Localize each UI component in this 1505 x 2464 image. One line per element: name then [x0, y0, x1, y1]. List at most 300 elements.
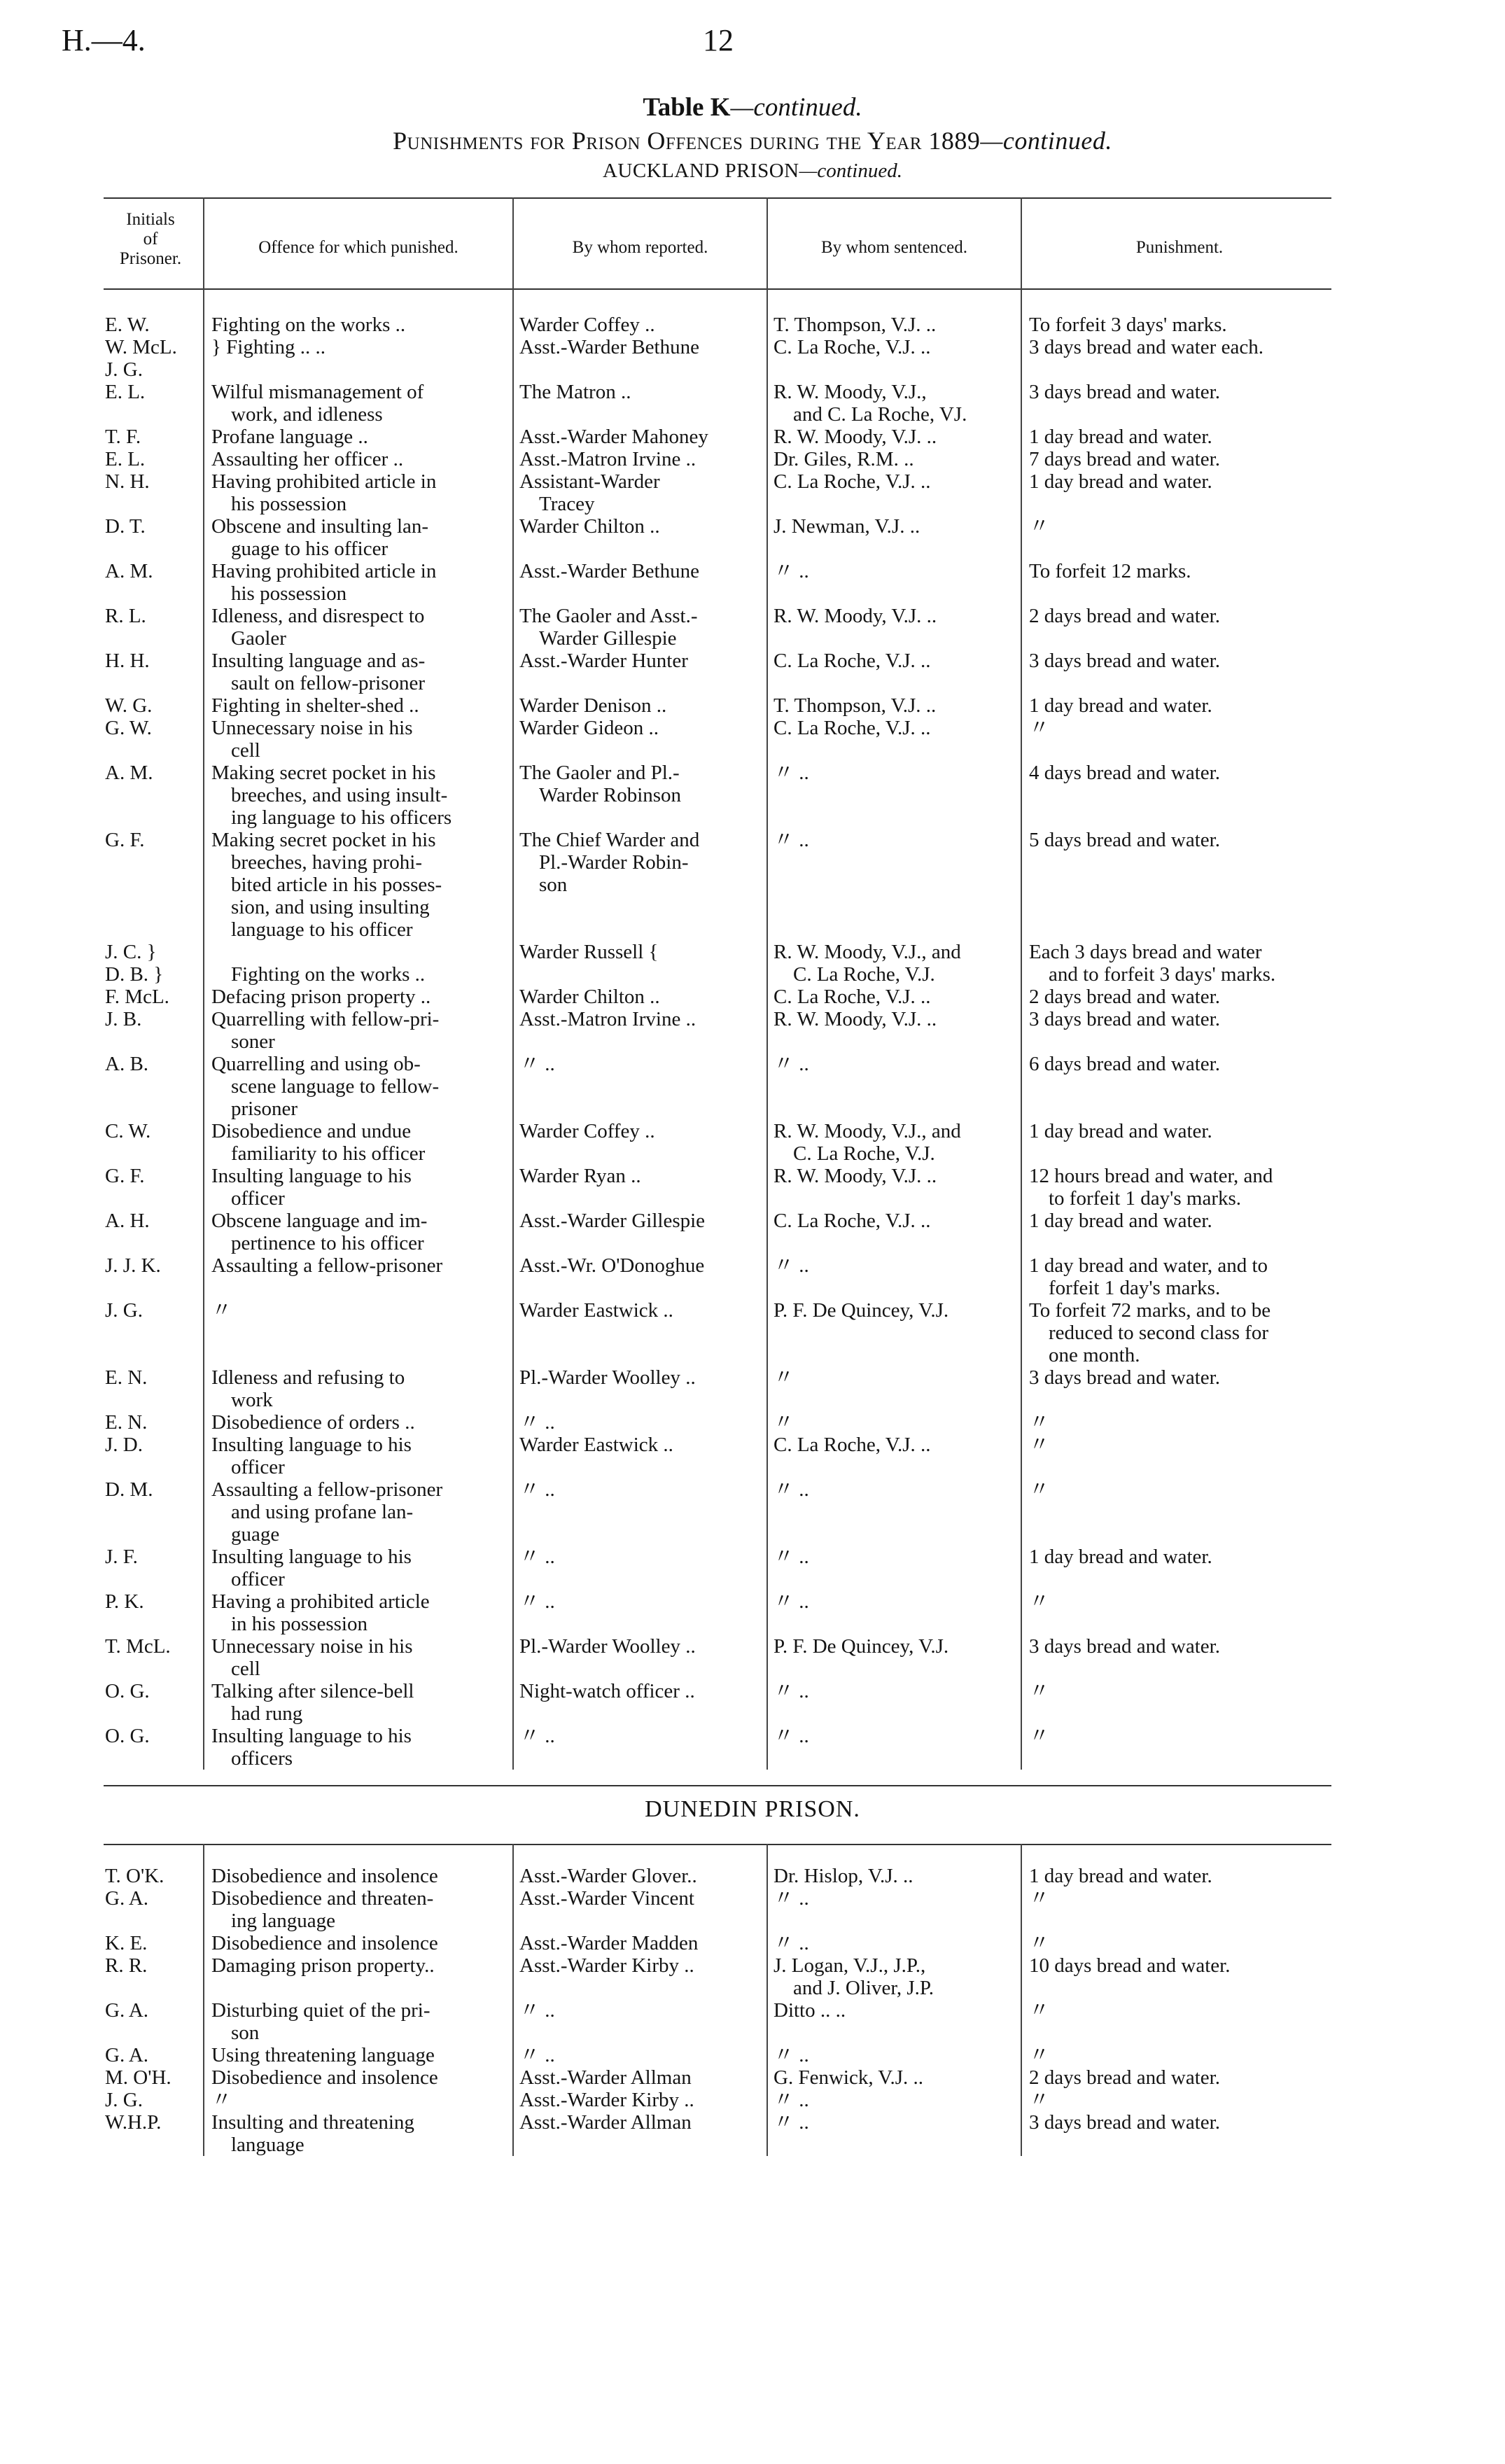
- sentenced-line: 〃 ..: [774, 1546, 809, 1568]
- cell-offence: [211, 1954, 505, 1977]
- column-header-initials: [105, 210, 196, 269]
- cell-reported: [519, 1411, 761, 1434]
- reported-line: Asst.-Warder Gillespie: [519, 1210, 706, 1232]
- punishment-line: 3 days bread and water.: [1029, 1635, 1220, 1658]
- cell-offence: [211, 1366, 505, 1411]
- sentenced-line: 〃 ..: [774, 2089, 809, 2111]
- sentenced-line: R. W. Moody, V.J. ..: [774, 1165, 937, 1187]
- sentenced-line: C. La Roche, V.J. ..: [774, 1210, 931, 1232]
- cell-punishment: [1029, 829, 1330, 851]
- sentenced-line: C. La Roche, V.J. ..: [774, 470, 931, 493]
- initials-line: G. W.: [105, 717, 152, 739]
- sentenced-line: C. La Roche, V.J. ..: [774, 717, 931, 739]
- cell-punishment: [1029, 1434, 1330, 1456]
- table-title-main: Table K: [643, 93, 731, 122]
- punishment-line: 1 day bread and water.: [1029, 1210, 1212, 1232]
- cell-sentenced: [774, 2044, 1015, 2066]
- offence-line: breeches, having prohi-: [231, 851, 422, 874]
- offence-line: Assaulting a fellow-prisoner: [211, 1478, 443, 1501]
- cell-initials: [105, 1680, 196, 1702]
- cell-punishment: [1029, 762, 1330, 784]
- section-suffix: —continued.: [799, 160, 902, 182]
- cell-punishment: [1029, 1590, 1330, 1613]
- reported-line: The Gaoler and Asst.-: [519, 605, 698, 627]
- cell-reported: [519, 650, 761, 672]
- initials-line: M. O'H.: [105, 2066, 172, 2089]
- initials-line: A. M.: [105, 762, 153, 784]
- cell-sentenced: [774, 694, 1015, 717]
- initials-line: J. J. K.: [105, 1254, 161, 1277]
- sentenced-line: J. Logan, V.J., J.P.,: [774, 1954, 926, 1977]
- cell-reported: [519, 941, 761, 963]
- punishment-line: 〃: [1029, 1411, 1050, 1434]
- cell-offence: [211, 381, 505, 426]
- offence-line: Fighting in shelter-shed ..: [211, 694, 419, 717]
- cell-punishment: [1029, 2089, 1330, 2111]
- cell-sentenced: [774, 2089, 1015, 2111]
- auckland-divider-3: [1021, 197, 1022, 1770]
- reported-line: Asst.-Warder Vincent: [519, 1887, 694, 1910]
- initials-line: H. H.: [105, 650, 150, 672]
- initials-line: J. D.: [105, 1434, 143, 1456]
- cell-punishment: [1029, 426, 1330, 448]
- offence-line: cell: [231, 1658, 260, 1680]
- offence-line: officer: [231, 1187, 285, 1210]
- punishment-line: 〃: [1029, 2044, 1050, 2066]
- punishment-line: 〃: [1029, 1887, 1050, 1910]
- initials-line: W. McL.: [105, 336, 177, 358]
- cell-punishment: [1029, 448, 1330, 470]
- cell-reported: [519, 1932, 761, 1954]
- cell-initials: [105, 1725, 196, 1747]
- cell-offence: [211, 650, 505, 694]
- cell-offence: [211, 986, 505, 1008]
- offence-line: Wilful mismanagement of: [211, 381, 424, 403]
- cell-reported: [519, 1590, 761, 1613]
- initials-line: T. McL.: [105, 1635, 171, 1658]
- cell-punishment: [1029, 717, 1330, 739]
- cell-reported: [519, 515, 761, 538]
- column-header-line: Prisoner.: [119, 249, 182, 268]
- cell-sentenced: [774, 1546, 1015, 1568]
- reported-line: Asst.-Matron Irvine ..: [519, 1008, 696, 1030]
- cell-punishment: [1029, 2044, 1330, 2066]
- cell-offence: [211, 1478, 505, 1546]
- initials-line: E. L.: [105, 381, 146, 403]
- cell-sentenced: [774, 470, 1015, 493]
- reported-line: Asst.-Matron Irvine ..: [519, 448, 696, 470]
- offence-line: Fighting on the works ..: [231, 963, 426, 986]
- initials-line: O. G.: [105, 1680, 150, 1702]
- reported-line: Asst.-Warder Madden: [519, 1932, 699, 1954]
- cell-initials: [105, 986, 196, 1008]
- reported-line: Warder Coffey ..: [519, 1120, 655, 1142]
- cell-sentenced: [774, 1680, 1015, 1702]
- sentenced-line: and C. La Roche, VJ.: [793, 403, 967, 426]
- sentenced-line: C. La Roche, V.J.: [793, 1142, 935, 1165]
- cell-offence: [211, 1120, 505, 1165]
- sentenced-line: J. Newman, V.J. ..: [774, 515, 920, 538]
- reported-line: Warder Chilton ..: [519, 515, 660, 538]
- initials-line: J. G.: [105, 1299, 143, 1322]
- offence-line: his possession: [231, 582, 347, 605]
- cell-punishment: [1029, 1635, 1330, 1658]
- offence-line: Obscene language and im-: [211, 1210, 428, 1232]
- cell-initials: [105, 650, 196, 672]
- initials-line: G. A.: [105, 1887, 149, 1910]
- cell-punishment: [1029, 1366, 1330, 1389]
- punishment-line: 1 day bread and water.: [1029, 694, 1212, 717]
- cell-punishment: [1029, 1299, 1330, 1366]
- punishment-line: 1 day bread and water, and to: [1029, 1254, 1268, 1277]
- initials-line: E. N.: [105, 1366, 148, 1389]
- cell-initials: [105, 2111, 196, 2134]
- initials-line: J. B.: [105, 1008, 142, 1030]
- cell-punishment: [1029, 1210, 1330, 1232]
- cell-initials: [105, 1254, 196, 1277]
- reported-line: Tracey: [539, 493, 595, 515]
- sentenced-line: 〃: [774, 1366, 794, 1389]
- cell-sentenced: [774, 1932, 1015, 1954]
- reported-line: Asst.-Warder Allman: [519, 2066, 692, 2089]
- cell-reported: [519, 1366, 761, 1389]
- offence-line: 〃: [211, 2089, 232, 2111]
- punishment-line: and to forfeit 3 days' marks.: [1049, 963, 1276, 986]
- table-title: [0, 92, 1505, 122]
- initials-line: G. F.: [105, 829, 145, 851]
- cell-punishment: [1029, 1411, 1330, 1434]
- sentenced-line: 〃 ..: [774, 1932, 809, 1954]
- cell-initials: [105, 1411, 196, 1434]
- cell-initials: [105, 1954, 196, 1977]
- sentenced-line: G. Fenwick, V.J. ..: [774, 2066, 924, 2089]
- cell-punishment: [1029, 986, 1330, 1008]
- offence-line: Idleness and refusing to: [211, 1366, 405, 1389]
- cell-sentenced: [774, 986, 1015, 1008]
- reported-line: 〃 ..: [519, 1053, 555, 1075]
- offence-line: work, and idleness: [231, 403, 383, 426]
- cell-sentenced: [774, 1725, 1015, 1747]
- cell-sentenced: [774, 314, 1015, 336]
- offence-line: sion, and using insulting: [231, 896, 430, 918]
- cell-sentenced: [774, 1590, 1015, 1613]
- cell-punishment: [1029, 1932, 1330, 1954]
- cell-reported: [519, 1053, 761, 1075]
- cell-sentenced: [774, 605, 1015, 627]
- cell-offence: [211, 560, 505, 605]
- cell-reported: [519, 1120, 761, 1142]
- punishment-line: 4 days bread and water.: [1029, 762, 1220, 784]
- cell-sentenced: [774, 1299, 1015, 1322]
- reported-line: Night-watch officer ..: [519, 1680, 695, 1702]
- initials-line: E. N.: [105, 1411, 148, 1434]
- cell-offence: [211, 1053, 505, 1120]
- initials-line: N. H.: [105, 470, 150, 493]
- reported-line: Warder Gideon ..: [519, 717, 659, 739]
- cell-punishment: [1029, 1865, 1330, 1887]
- initials-line: G. F.: [105, 1165, 145, 1187]
- offence-line: Disobedience and insolence: [211, 1865, 438, 1887]
- punishment-line: 6 days bread and water.: [1029, 1053, 1220, 1075]
- offence-line: son: [231, 2022, 260, 2044]
- cell-punishment: [1029, 1546, 1330, 1568]
- dunedin-divider-1: [512, 1844, 514, 2156]
- cell-sentenced: [774, 829, 1015, 851]
- cell-initials: [105, 448, 196, 470]
- offence-line: sault on fellow-prisoner: [231, 672, 426, 694]
- initials-line: J. F.: [105, 1546, 138, 1568]
- initials-line: D. T.: [105, 515, 146, 538]
- header-top-rule: [104, 197, 1331, 199]
- cell-reported: [519, 694, 761, 717]
- reported-line: Warder Coffey ..: [519, 314, 655, 336]
- cell-offence: [211, 1165, 505, 1210]
- offence-line: guage: [231, 1523, 280, 1546]
- sentenced-line: 〃 ..: [774, 1053, 809, 1075]
- offence-line: Disobedience and undue: [211, 1120, 412, 1142]
- cell-initials: [105, 762, 196, 784]
- sentenced-line: R. W. Moody, V.J., and: [774, 1120, 961, 1142]
- reported-line: The Chief Warder and: [519, 829, 700, 851]
- punishment-line: 3 days bread and water.: [1029, 650, 1220, 672]
- reported-line: Asst.-Wr. O'Donoghue: [519, 1254, 705, 1277]
- punishment-line: 3 days bread and water.: [1029, 2111, 1220, 2134]
- cell-offence: [211, 694, 505, 717]
- reported-line: Warder Russell {: [519, 941, 659, 963]
- sentenced-line: R. W. Moody, V.J., and: [774, 941, 961, 963]
- offence-line: ing language to his officers: [231, 806, 452, 829]
- offence-line: officers: [231, 1747, 293, 1770]
- offence-line: Quarrelling and using ob-: [211, 1053, 421, 1075]
- punishment-line: To forfeit 12 marks.: [1029, 560, 1191, 582]
- cell-initials: [105, 1165, 196, 1187]
- offence-line: familiarity to his officer: [231, 1142, 426, 1165]
- cell-sentenced: [774, 1366, 1015, 1389]
- reported-line: Warder Eastwick ..: [519, 1434, 673, 1456]
- cell-initials: [105, 1008, 196, 1030]
- auckland-bottom-rule: [104, 1785, 1331, 1786]
- reported-line: son: [539, 874, 568, 896]
- cell-offence: [211, 2089, 505, 2111]
- offence-line: Damaging prison property..: [211, 1954, 435, 1977]
- cell-sentenced: [774, 336, 1015, 358]
- punishment-line: 2 days bread and water.: [1029, 605, 1220, 627]
- sentenced-line: Dr. Giles, R.M. ..: [774, 448, 914, 470]
- punishment-line: to forfeit 1 day's marks.: [1049, 1187, 1242, 1210]
- cell-punishment: [1029, 1999, 1330, 2022]
- reported-line: The Gaoler and Pl.-: [519, 762, 680, 784]
- cell-initials: [105, 694, 196, 717]
- offence-line: Insulting language to his: [211, 1546, 412, 1568]
- initials-line: W. G.: [105, 694, 153, 717]
- cell-reported: [519, 2066, 761, 2089]
- initials-line: G. A.: [105, 1999, 149, 2022]
- offence-line: pertinence to his officer: [231, 1232, 424, 1254]
- cell-punishment: [1029, 605, 1330, 627]
- sentenced-line: 〃 ..: [774, 1478, 809, 1501]
- cell-initials: [105, 2044, 196, 2066]
- offence-line: officer: [231, 1456, 285, 1478]
- cell-sentenced: [774, 1434, 1015, 1456]
- cell-offence: [211, 829, 505, 941]
- reported-line: Warder Chilton ..: [519, 986, 660, 1008]
- cell-sentenced: [774, 1120, 1015, 1165]
- reported-line: Asst.-Warder Mahoney: [519, 426, 708, 448]
- cell-sentenced: [774, 1478, 1015, 1501]
- cell-initials: [105, 470, 196, 493]
- dunedin-divider-3: [1021, 1844, 1022, 2156]
- cell-offence: [211, 1008, 505, 1053]
- offence-line: guage to his officer: [231, 538, 388, 560]
- sentenced-line: Dr. Hislop, V.J. ..: [774, 1865, 913, 1887]
- subtitle-suffix: —continued.: [980, 127, 1112, 155]
- sentenced-line: 〃 ..: [774, 1887, 809, 1910]
- punishment-line: 2 days bread and water.: [1029, 2066, 1220, 2089]
- offence-line: Disobedience and insolence: [211, 1932, 438, 1954]
- initials-line: E. L.: [105, 448, 146, 470]
- cell-punishment: [1029, 515, 1330, 538]
- offence-line: had rung: [231, 1702, 303, 1725]
- offence-line: Gaoler: [231, 627, 286, 650]
- reported-line: Pl.-Warder Woolley ..: [519, 1366, 696, 1389]
- cell-initials: [105, 941, 196, 986]
- cell-punishment: [1029, 2111, 1330, 2134]
- offence-line: scene language to fellow-: [231, 1075, 440, 1098]
- cell-initials: [105, 336, 196, 381]
- reported-line: 〃 ..: [519, 1725, 555, 1747]
- dunedin-section-title: DUNEDIN PRISON.: [645, 1796, 860, 1822]
- cell-punishment: [1029, 314, 1330, 336]
- reported-line: 〃 ..: [519, 1590, 555, 1613]
- cell-initials: [105, 2089, 196, 2111]
- reported-line: Asst.-Warder Hunter: [519, 650, 688, 672]
- cell-reported: [519, 470, 761, 515]
- punishment-line: 〃: [1029, 1680, 1050, 1702]
- cell-offence: [211, 2066, 505, 2089]
- cell-initials: [105, 1999, 196, 2022]
- cell-initials: [105, 426, 196, 448]
- sentenced-line: 〃 ..: [774, 829, 809, 851]
- cell-initials: [105, 1546, 196, 1568]
- cell-reported: [519, 2111, 761, 2134]
- table-subtitle: [0, 126, 1505, 155]
- offence-line: language: [231, 2134, 304, 2156]
- cell-initials: [105, 829, 196, 851]
- page-reference: H.—4.: [62, 23, 146, 57]
- reported-line: 〃 ..: [519, 2044, 555, 2066]
- reported-line: Pl.-Warder Woolley ..: [519, 1635, 696, 1658]
- cell-punishment: [1029, 694, 1330, 717]
- offence-line: Idleness, and disrespect to: [211, 605, 425, 627]
- punishment-line: reduced to second class for: [1049, 1322, 1269, 1344]
- cell-reported: [519, 1165, 761, 1187]
- offence-line: Insulting language to his: [211, 1434, 412, 1456]
- offence-line: Insulting language and as-: [211, 650, 426, 672]
- cell-offence: [211, 2044, 505, 2066]
- initials-line: A. B.: [105, 1053, 149, 1075]
- offence-line: cell: [231, 739, 260, 762]
- cell-punishment: [1029, 1053, 1330, 1075]
- initials-line: E. W.: [105, 314, 150, 336]
- sentenced-line: R. W. Moody, V.J. ..: [774, 1008, 937, 1030]
- sentenced-line: 〃 ..: [774, 2044, 809, 2066]
- sentenced-line: C. La Roche, V.J. ..: [774, 1434, 931, 1456]
- cell-offence: [211, 1590, 505, 1635]
- offence-line: } Fighting .. ..: [211, 336, 326, 358]
- cell-initials: [105, 1210, 196, 1232]
- cell-reported: [519, 336, 761, 358]
- cell-reported: [519, 448, 761, 470]
- reported-line: Asst.-Warder Glover..: [519, 1865, 697, 1887]
- initials-line: J. C. }: [105, 941, 157, 963]
- cell-sentenced: [774, 1635, 1015, 1658]
- reported-line: Assistant-Warder: [519, 470, 660, 493]
- cell-offence: [211, 426, 505, 448]
- reported-line: Warder Denison ..: [519, 694, 667, 717]
- cell-punishment: [1029, 1478, 1330, 1501]
- reported-line: Asst.-Warder Bethune: [519, 336, 699, 358]
- sentenced-line: 〃: [774, 1411, 794, 1434]
- offence-line: Talking after silence-bell: [211, 1680, 414, 1702]
- punishment-line: 〃: [1029, 1434, 1050, 1456]
- cell-punishment: [1029, 941, 1330, 986]
- sentenced-line: C. La Roche, V.J. ..: [774, 986, 931, 1008]
- cell-offence: [211, 314, 505, 336]
- cell-initials: [105, 1053, 196, 1075]
- cell-reported: [519, 560, 761, 582]
- initials-line: P. K.: [105, 1590, 144, 1613]
- cell-offence: [211, 717, 505, 762]
- initials-line: K. E.: [105, 1932, 148, 1954]
- offence-line: bited article in his posses-: [231, 874, 442, 896]
- cell-reported: [519, 1725, 761, 1747]
- initials-line: G. A.: [105, 2044, 149, 2066]
- cell-punishment: [1029, 1120, 1330, 1142]
- cell-sentenced: [774, 717, 1015, 739]
- punishment-line: 〃: [1029, 515, 1050, 538]
- reported-line: Asst.-Warder Kirby ..: [519, 1954, 694, 1977]
- sentenced-line: C. La Roche, V.J.: [793, 963, 935, 986]
- initials-line: J. G.: [105, 358, 143, 381]
- offence-line: language to his officer: [231, 918, 413, 941]
- cell-reported: [519, 829, 761, 896]
- initials-line: A. M.: [105, 560, 153, 582]
- cell-punishment: [1029, 1887, 1330, 1910]
- cell-offence: [211, 470, 505, 515]
- cell-sentenced: [774, 1210, 1015, 1232]
- punishment-line: 〃: [1029, 1999, 1050, 2022]
- cell-initials: [105, 560, 196, 582]
- cell-reported: [519, 1478, 761, 1501]
- offence-line: Having prohibited article in: [211, 470, 437, 493]
- offence-line: Disobedience and insolence: [211, 2066, 438, 2089]
- cell-reported: [519, 717, 761, 739]
- offence-line: Insulting and threatening: [211, 2111, 414, 2134]
- cell-initials: [105, 314, 196, 336]
- cell-offence: [211, 762, 505, 829]
- offence-line: Disturbing quiet of the pri-: [211, 1999, 430, 2022]
- cell-punishment: [1029, 1165, 1330, 1210]
- cell-initials: [105, 1887, 196, 1910]
- initials-line: W.H.P.: [105, 2111, 162, 2134]
- cell-sentenced: [774, 448, 1015, 470]
- cell-punishment: [1029, 470, 1330, 493]
- sentenced-line: P. F. De Quincey, V.J.: [774, 1299, 949, 1322]
- offence-line: ing language: [231, 1910, 335, 1932]
- punishment-line: 〃: [1029, 1478, 1050, 1501]
- cell-punishment: [1029, 1008, 1330, 1030]
- dunedin-top-rule: [104, 1844, 1331, 1845]
